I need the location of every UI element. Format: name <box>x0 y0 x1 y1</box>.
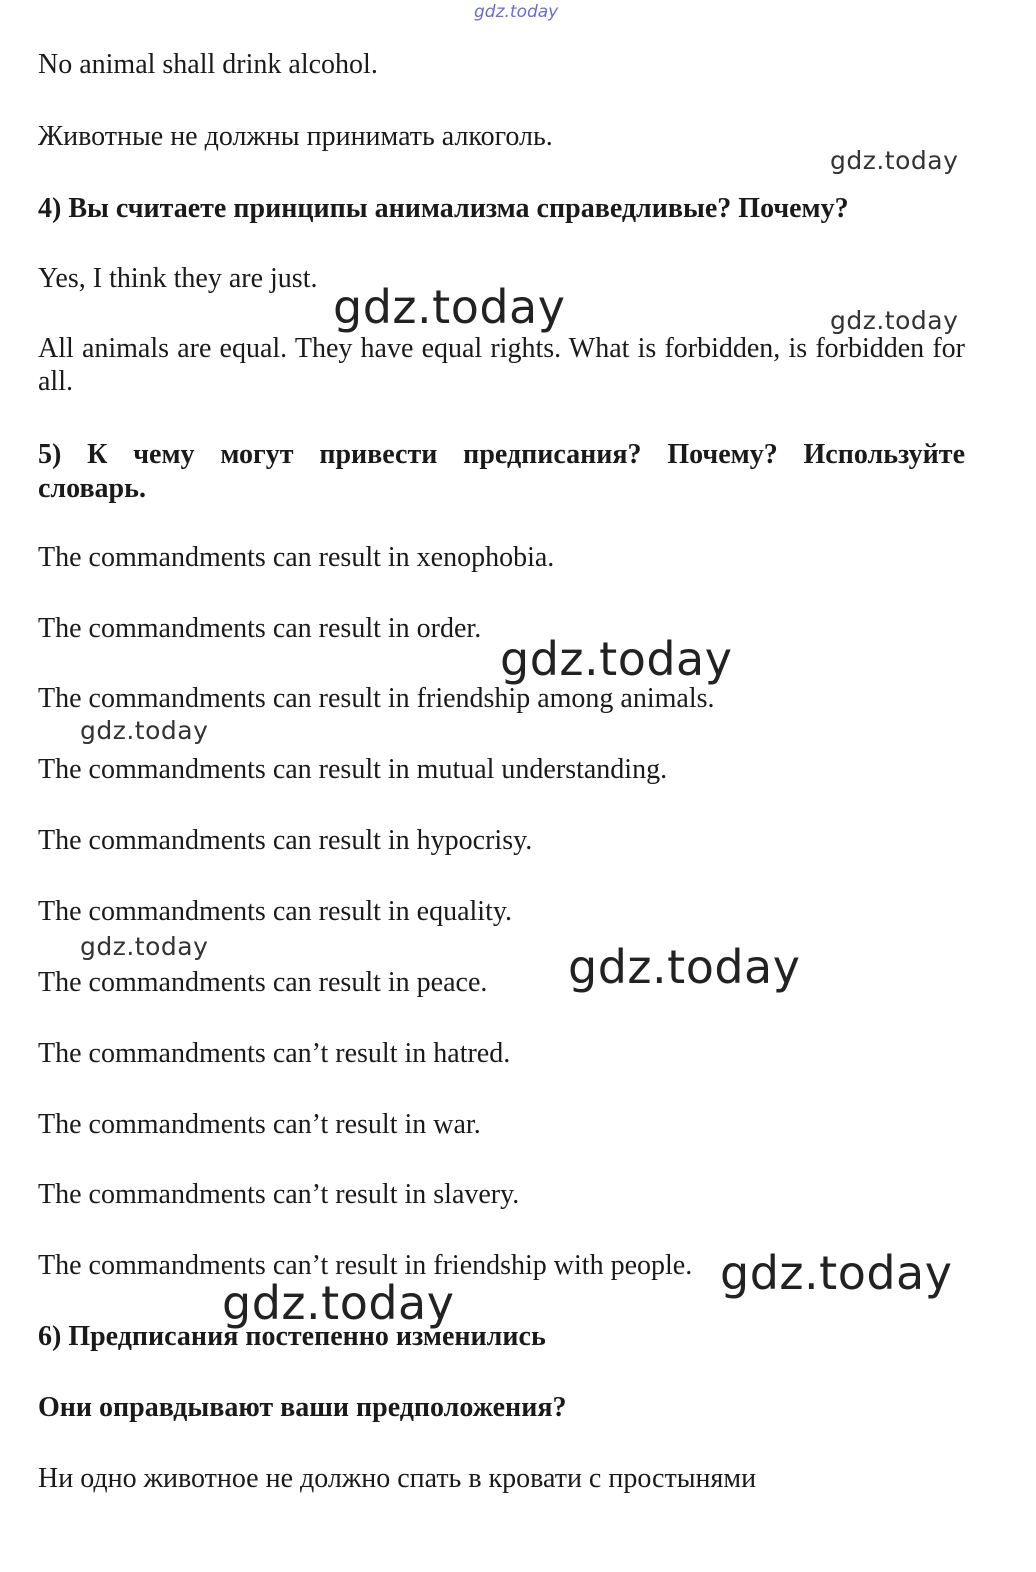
answer-5-item: The commandments can result in xenophobia. <box>38 542 555 573</box>
watermark: gdz.today <box>830 146 959 175</box>
watermark: gdz.today <box>568 940 801 994</box>
answer-5-item: The commandments can’t result in hatred. <box>38 1038 511 1069</box>
answer-5-item: The commandments can result in peace. <box>38 967 488 998</box>
question-5-line-1: 5) К чему могут привести предписания? Почему? Используйте <box>38 439 965 470</box>
watermark: gdz.today <box>80 716 209 745</box>
watermark: gdz.today <box>720 1246 953 1300</box>
answer-5-item: The commandments can result in mutual understanding. <box>38 754 668 785</box>
rule-russian: Животные не должны принимать алкоголь. <box>38 121 553 152</box>
question-6-line-1: 6) Предписания постепенно изменились <box>38 1321 546 1352</box>
watermark: gdz.today <box>80 932 209 961</box>
watermark: gdz.today <box>333 280 566 334</box>
answer-5-item: The commandments can result in order. <box>38 613 482 644</box>
answer-6-line-1: Ни одно животное не должно спать в кровати с простынями <box>38 1463 757 1494</box>
answer-5-item: The commandments can’t result in slavery. <box>38 1179 520 1210</box>
answer-5-item: The commandments can’t result in friendship with people. <box>38 1250 693 1281</box>
watermark: gdz.today <box>222 1276 455 1330</box>
watermark: gdz.today <box>830 306 959 335</box>
watermark: gdz.today <box>500 632 733 686</box>
answer-4-line-2: All animals are equal. They have equal rights. What is forbidden, is forbidden for all. <box>38 333 965 397</box>
answer-5-item: The commandments can result in hypocrisy. <box>38 825 533 856</box>
answer-4-line-1: Yes, I think they are just. <box>38 263 318 294</box>
question-4: 4) Вы считаете принципы анимализма справедливые? Почему? <box>38 193 849 224</box>
question-6-line-2: Они оправдывают ваши предположения? <box>38 1392 567 1423</box>
question-5-line-2: словарь. <box>38 473 146 504</box>
answer-5-item: The commandments can result in equality. <box>38 896 513 927</box>
answer-5-item: The commandments can result in friendship among animals. <box>38 683 715 714</box>
header-watermark: gdz.today <box>474 2 559 22</box>
rule-english: No animal shall drink alcohol. <box>38 49 378 80</box>
answer-5-item: The commandments can’t result in war. <box>38 1109 481 1140</box>
